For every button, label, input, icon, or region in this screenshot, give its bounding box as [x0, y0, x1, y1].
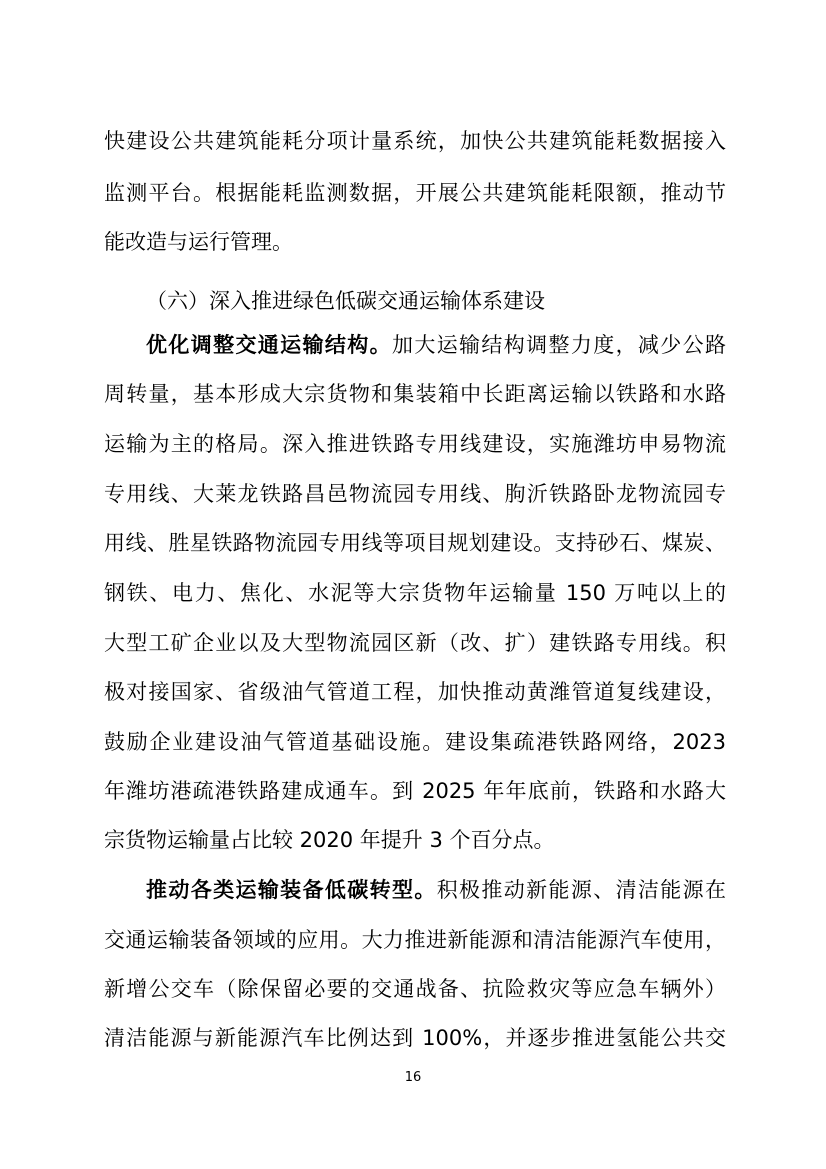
body-text-line: 宗货物运输量占比较 2020 年提升 3 个百分点。	[104, 828, 555, 852]
body-text-line: 鼓励企业建设油气管道基础设施。建设集疏港铁路网络，2023	[104, 730, 726, 754]
body-text-line: 清洁能源与新能源汽车比例达到 100%，并逐步推进氢能公共交	[104, 1026, 726, 1050]
paragraph-first-line	[146, 877, 726, 903]
body-text-line: 大型工矿企业以及大型物流园区新（改、扩）建铁路专用线。积	[104, 631, 726, 655]
body-text-line: 用线、胜星铁路物流园专用线等项目规划建设。支持砂石、煤炭、	[104, 531, 726, 555]
body-text-line: 年潍坊港疏港铁路建成通车。到 2025 年年底前，铁路和水路大	[104, 779, 726, 803]
body-text-line: 新增公交车（除保留必要的交通战备、抗险救灾等应急车辆外）	[104, 977, 726, 1001]
section-heading: （六）深入推进绿色低碳交通运输体系建设	[146, 289, 545, 313]
body-text-line: 周转量，基本形成大宗货物和集装箱中长距离运输以铁路和水路	[104, 382, 726, 406]
paragraph-first-line-text: 加大运输结构调整力度，减少公路	[391, 333, 726, 357]
body-text-line: 快建设公共建筑能耗分项计量系统，加快公共建筑能耗数据接入	[104, 129, 726, 153]
body-text-line: 运输为主的格局。深入推进铁路专用线建设，实施潍坊申易物流	[104, 432, 726, 456]
body-text-line: 交通运输装备领域的应用。大力推进新能源和清洁能源汽车使用，	[104, 928, 726, 952]
paragraph-lead-bold: 优化调整交通运输结构。	[146, 333, 392, 357]
body-text-line: 专用线、大莱龙铁路昌邑物流园专用线、朐沂铁路卧龙物流园专	[104, 482, 726, 506]
body-text-line: 能改造与运行管理。	[104, 230, 293, 254]
paragraph-first-line-text: 积极推动新能源、清洁能源在	[436, 878, 726, 902]
body-text-line: 监测平台。根据能耗监测数据，开展公共建筑能耗限额，推动节	[104, 181, 726, 205]
paragraph-first-line	[146, 332, 726, 358]
body-text-line: 钢铁、电力、焦化、水泥等大宗货物年运输量 150 万吨以上的	[104, 581, 726, 605]
paragraph-lead-bold: 推动各类运输装备低碳转型。	[146, 878, 437, 902]
page-number: 16	[404, 1070, 422, 1085]
body-text-line: 极对接国家、省级油气管道工程，加快推动黄潍管道复线建设，	[104, 680, 726, 704]
